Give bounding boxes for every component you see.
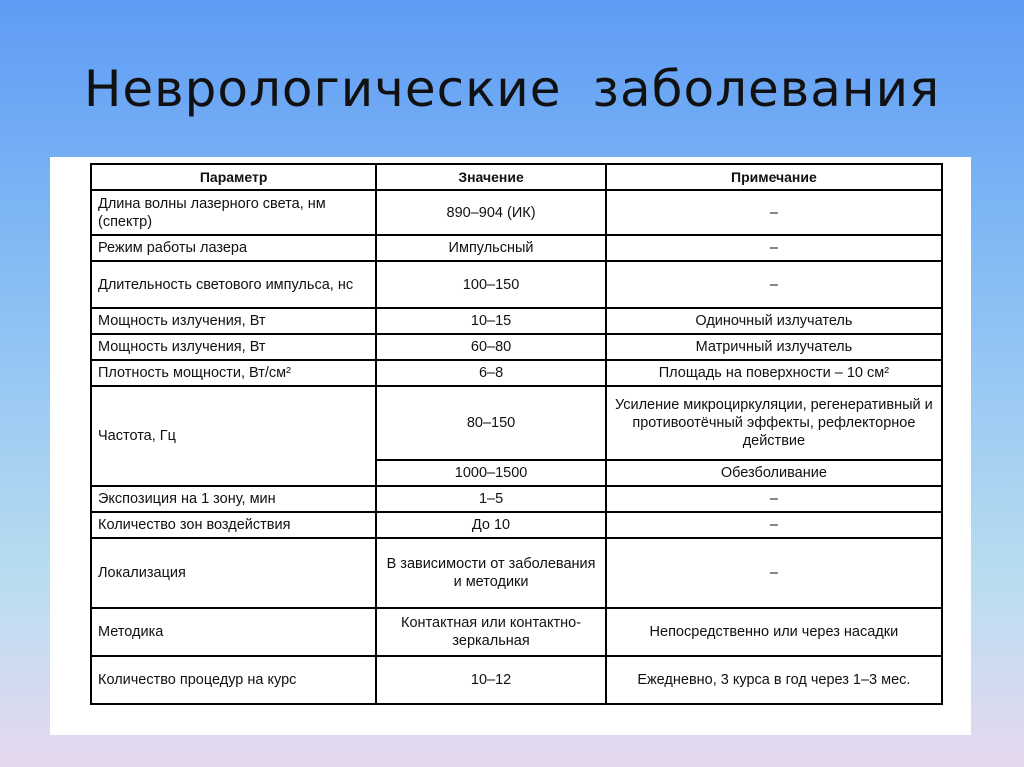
row-param: Плотность мощности, Вт/см² [91, 360, 376, 386]
row-value: Контактная или контактно-зеркальная [376, 608, 605, 656]
table-row [91, 261, 942, 308]
table-row [91, 656, 942, 704]
table-row [91, 308, 942, 334]
header-note: Примечание [606, 164, 942, 190]
row-param: Мощность излучения, Вт [91, 334, 376, 360]
table-row [91, 538, 942, 608]
row-value: 890–904 (ИК) [376, 190, 605, 235]
table-row [91, 360, 942, 386]
parameters-table [90, 163, 943, 705]
row-value: 1–5 [376, 486, 605, 512]
row-note: – [606, 235, 942, 261]
row-param: Количество зон воздействия [91, 512, 376, 538]
row-note: Одиночный излучатель [606, 308, 942, 334]
table-row [91, 486, 942, 512]
row-param: Длина волны лазерного света, нм (спектр) [91, 190, 376, 235]
table-row [91, 512, 942, 538]
table-row [91, 190, 942, 235]
row-param: Количество процедур на курс [91, 656, 376, 704]
table-row [91, 334, 942, 360]
row-param: Локализация [91, 538, 376, 608]
header-parameter: Параметр [91, 164, 376, 190]
row-value: 6–8 [376, 360, 605, 386]
row-param: Методика [91, 608, 376, 656]
row-value: 100–150 [376, 261, 605, 308]
table-row [91, 608, 942, 656]
row-note: Ежедневно, 3 курса в год через 1–3 мес. [606, 656, 942, 704]
table-row [91, 235, 942, 261]
row-note: Непосредственно или через насадки [606, 608, 942, 656]
row-note: Площадь на поверхности – 10 см² [606, 360, 942, 386]
row-value: 10–15 [376, 308, 605, 334]
row-note: – [606, 486, 942, 512]
row-param: Частота, Гц [91, 386, 376, 486]
table-row [91, 386, 942, 460]
row-note: Матричный излучатель [606, 334, 942, 360]
row-note: – [606, 512, 942, 538]
row-value: В зависимости от заболевания и методики [376, 538, 605, 608]
row-param: Экспозиция на 1 зону, мин [91, 486, 376, 512]
row-param: Длительность светового импульса, нс [91, 261, 376, 308]
row-note: – [606, 261, 942, 308]
row-value: 80–150 [376, 386, 605, 460]
row-note: – [606, 190, 942, 235]
row-note: – [606, 538, 942, 608]
row-note: Обезболивание [606, 460, 942, 486]
table-panel [50, 157, 971, 735]
row-value: 1000–1500 [376, 460, 605, 486]
row-value: 10–12 [376, 656, 605, 704]
header-value: Значение [376, 164, 605, 190]
row-value: До 10 [376, 512, 605, 538]
table-header-row [91, 164, 942, 190]
row-value: Импульсный [376, 235, 605, 261]
row-note: Усиление микроциркуляции, регенеративный и противоотёчный эффекты, рефлекторное действие [606, 386, 942, 460]
slide-title: Неврологические заболевания [83, 60, 941, 118]
row-param: Мощность излучения, Вт [91, 308, 376, 334]
row-param: Режим работы лазера [91, 235, 376, 261]
row-value: 60–80 [376, 334, 605, 360]
